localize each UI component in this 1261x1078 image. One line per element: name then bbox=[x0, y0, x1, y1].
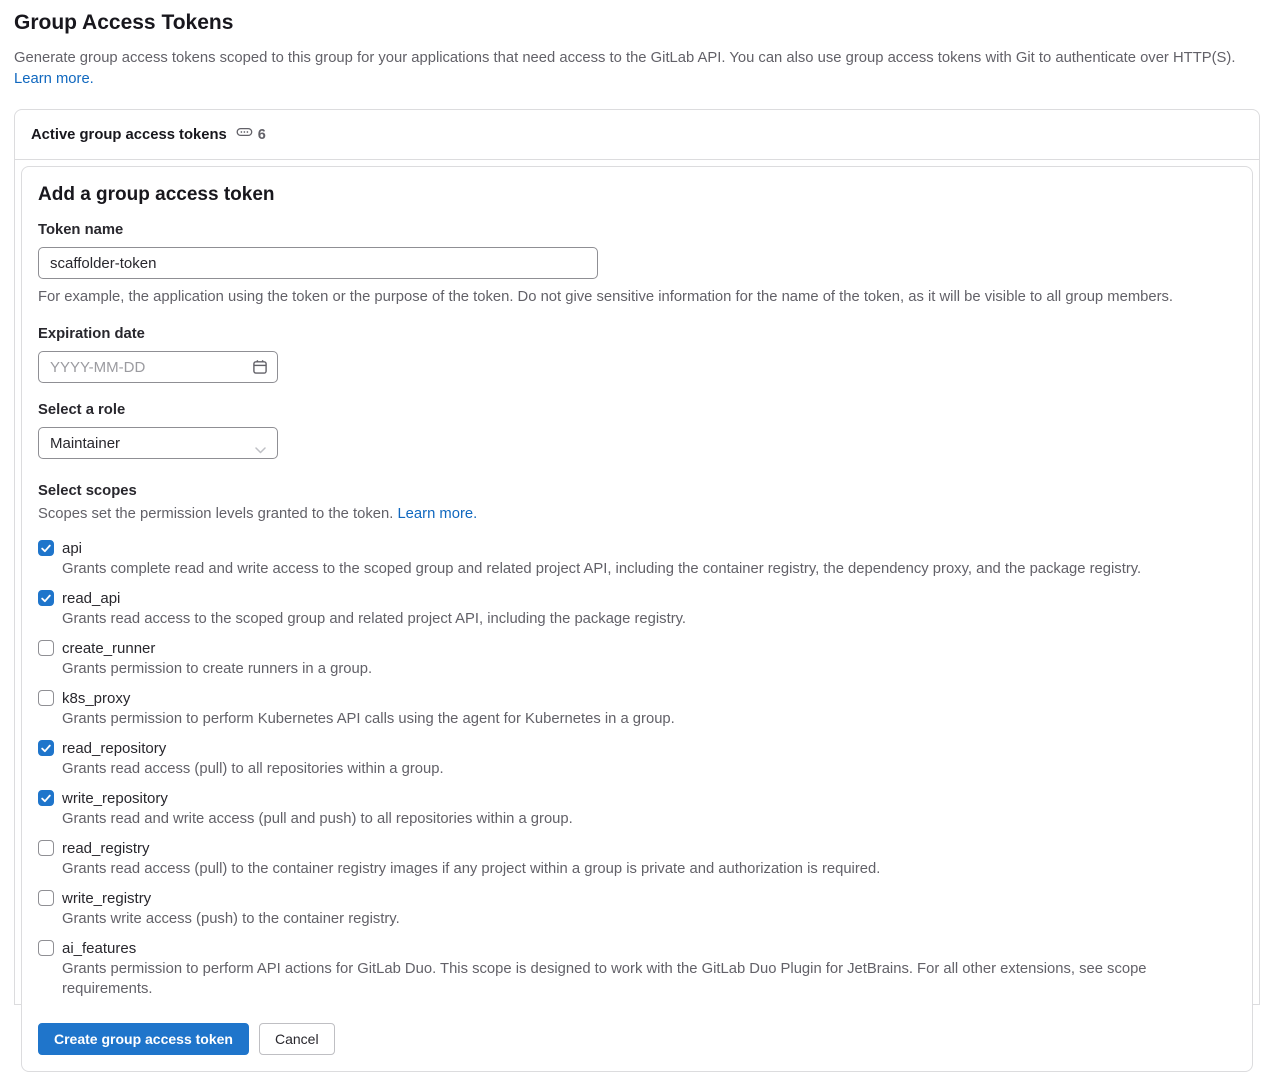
scope-row-write_repository bbox=[38, 788, 1236, 829]
token-name-label: Token name bbox=[38, 222, 124, 238]
scope-name-write_repository: write_repository bbox=[62, 790, 168, 807]
scopes-help-text: Scopes set the permission levels granted to the token. bbox=[38, 506, 394, 522]
page-title: Group Access Tokens bbox=[14, 11, 234, 34]
page-learn-more-link[interactable]: Learn more. bbox=[14, 71, 94, 87]
scope-checkbox-read_registry[interactable] bbox=[38, 840, 54, 856]
form-title: Add a group access token bbox=[38, 184, 275, 205]
expiration-date-group bbox=[38, 324, 1236, 383]
scope-name-ai_features: ai_features bbox=[62, 940, 137, 957]
active-tokens-count: 6 bbox=[257, 126, 266, 143]
role-label: Select a role bbox=[38, 402, 126, 418]
scope-description-write_registry: Grants write access (push) to the container registry. bbox=[62, 911, 400, 927]
scope-row-read_api bbox=[38, 588, 1236, 629]
scope-name-read_registry: read_registry bbox=[62, 840, 150, 857]
scope-description-read_api: Grants read access to the scoped group and related project API, including the package registry. bbox=[62, 611, 687, 627]
scopes-learn-more-link[interactable]: Learn more. bbox=[397, 506, 478, 522]
access-tokens-panel bbox=[14, 109, 1260, 1047]
scope-checkbox-create_runner[interactable] bbox=[38, 640, 54, 656]
scope-description-write_repository: Grants read and write access (pull and push) to all repositories within a group. bbox=[62, 811, 573, 827]
scope-name-read_repository: read_repository bbox=[62, 740, 167, 757]
scope-checkbox-read_api[interactable] bbox=[38, 590, 54, 606]
cancel-button[interactable]: Cancel bbox=[259, 1023, 335, 1055]
scopes-help bbox=[38, 504, 1236, 524]
expiration-date-input[interactable] bbox=[38, 351, 278, 383]
scope-checkbox-api[interactable] bbox=[38, 540, 54, 556]
active-tokens-count-badge bbox=[236, 124, 266, 145]
page-description-text: Generate group access tokens scoped to this group for your applications that need access to the GitLab API. You can also use group access tokens with Git to authenticate over HTTP(S). bbox=[14, 50, 1236, 66]
scope-name-create_runner: create_runner bbox=[62, 640, 156, 657]
scope-description-k8s_proxy: Grants permission to perform Kubernetes API calls using the agent for Kubernetes in a group. bbox=[62, 711, 675, 727]
scope-checkbox-k8s_proxy[interactable] bbox=[38, 690, 54, 706]
scope-name-api: api bbox=[62, 540, 83, 557]
form-actions bbox=[38, 1023, 1236, 1055]
scope-row-ai_features bbox=[38, 938, 1236, 999]
token-name-help: For example, the application using the token or the purpose of the token. Do not give sensitive information for the name of the token, as it will be visible to all group members. bbox=[38, 289, 1174, 305]
active-tokens-header bbox=[15, 110, 1259, 160]
add-token-form-card bbox=[21, 166, 1253, 1072]
scope-name-k8s_proxy: k8s_proxy bbox=[62, 690, 131, 707]
token-name-input[interactable] bbox=[38, 247, 598, 279]
expiration-date-label: Expiration date bbox=[38, 326, 145, 342]
panel-body bbox=[15, 160, 1259, 1078]
scope-checkbox-read_repository[interactable] bbox=[38, 740, 54, 756]
scope-name-write_registry: write_registry bbox=[62, 890, 152, 907]
scope-row-k8s_proxy bbox=[38, 688, 1236, 729]
create-token-button[interactable]: Create group access token bbox=[38, 1023, 249, 1055]
role-select[interactable] bbox=[38, 427, 278, 459]
token-pill-icon bbox=[236, 124, 253, 145]
role-group bbox=[38, 400, 1236, 459]
role-selected-value: Maintainer bbox=[50, 434, 121, 452]
scope-row-create_runner bbox=[38, 638, 1236, 679]
scope-row-read_repository bbox=[38, 738, 1236, 779]
page-description bbox=[14, 48, 1248, 90]
scope-description-create_runner: Grants permission to create runners in a group. bbox=[62, 661, 373, 677]
scope-description-api: Grants complete read and write access to the scoped group and related project API, including the container registry, the dependency proxy, and the package registry. bbox=[62, 561, 1142, 577]
token-name-group bbox=[38, 220, 1236, 307]
scope-checkbox-write_registry[interactable] bbox=[38, 890, 54, 906]
chevron-down-icon bbox=[255, 441, 266, 458]
scopes-list bbox=[38, 538, 1236, 999]
scope-checkbox-write_repository[interactable] bbox=[38, 790, 54, 806]
active-tokens-title: Active group access tokens bbox=[31, 126, 227, 143]
scope-row-api bbox=[38, 538, 1236, 579]
scope-row-read_registry bbox=[38, 838, 1236, 879]
scope-description-read_repository: Grants read access (pull) to all repositories within a group. bbox=[62, 761, 444, 777]
scope-row-write_registry bbox=[38, 888, 1236, 929]
scope-name-read_api: read_api bbox=[62, 590, 121, 607]
scopes-label: Select scopes bbox=[38, 483, 137, 499]
scope-description-read_registry: Grants read access (pull) to the container registry images if any project within a group is private and authorization is required. bbox=[62, 861, 881, 877]
scope-checkbox-ai_features[interactable] bbox=[38, 940, 54, 956]
scope-description-ai_features: Grants permission to perform API actions for GitLab Duo. This scope is designed to work with the GitLab Duo Plugin for JetBrains. For all other extensions, see scope requirements. bbox=[62, 961, 1147, 997]
